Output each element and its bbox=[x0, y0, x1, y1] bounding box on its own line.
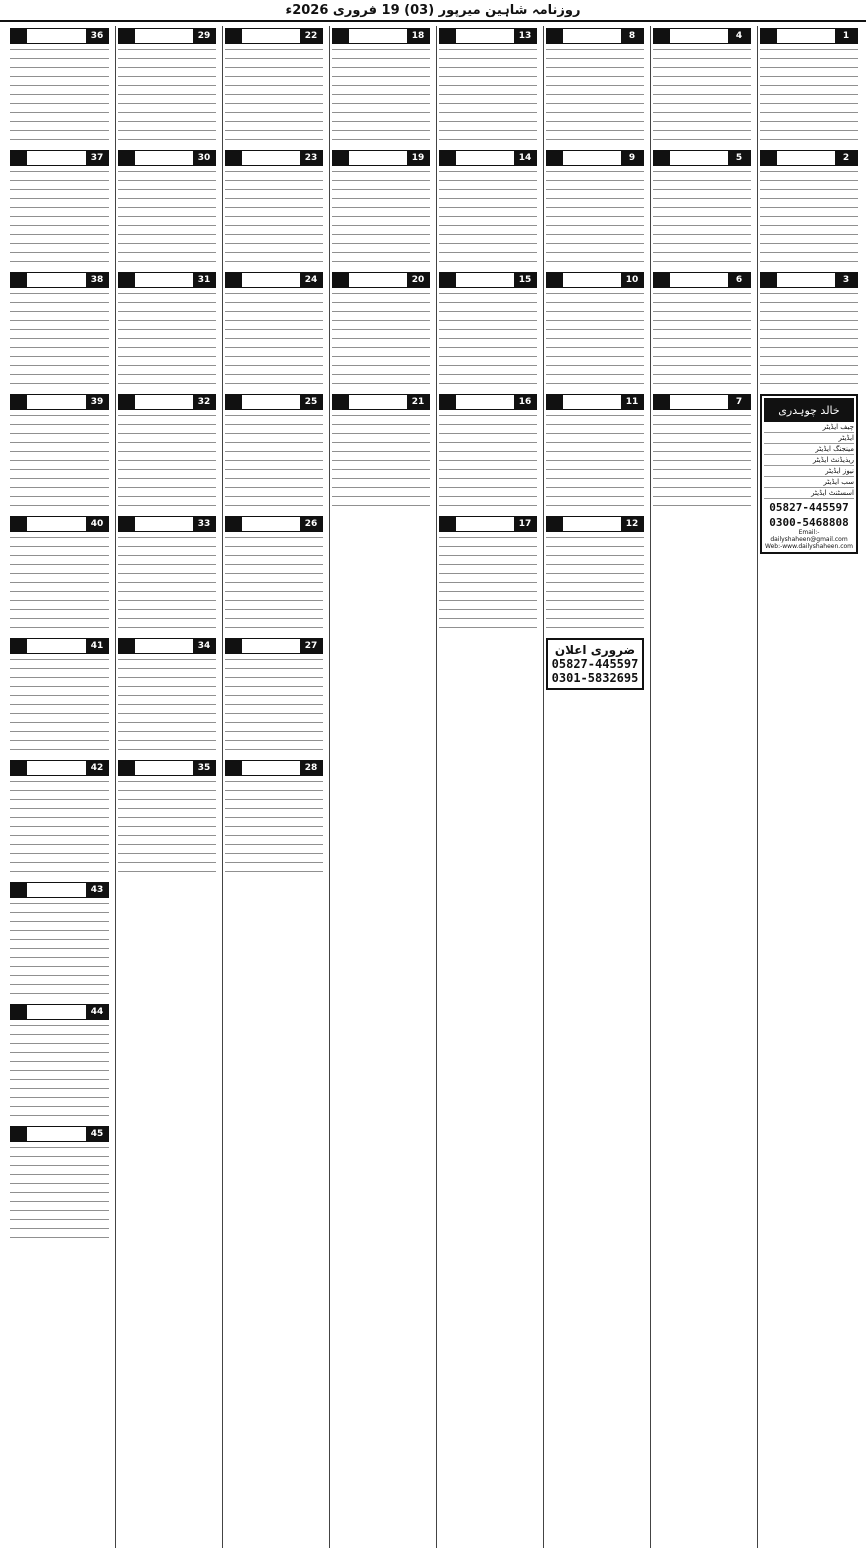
staff-phone: 0300-5468808 bbox=[769, 516, 849, 529]
item-number: 32 bbox=[193, 395, 215, 409]
item-body-text bbox=[546, 168, 644, 268]
item-body-text bbox=[118, 534, 216, 634]
item-number-bar bbox=[118, 394, 216, 410]
item-body-text bbox=[439, 412, 537, 512]
item-number-bar bbox=[760, 28, 858, 44]
item-number: 28 bbox=[300, 761, 322, 775]
item-number-bar bbox=[10, 150, 109, 166]
item-number-bar bbox=[653, 394, 751, 410]
news-item bbox=[439, 28, 537, 146]
item-marker-icon bbox=[11, 1005, 27, 1019]
item-marker-icon bbox=[11, 639, 27, 653]
item-number-bar bbox=[10, 516, 109, 532]
item-number: 19 bbox=[407, 151, 429, 165]
item-marker-icon bbox=[11, 273, 27, 287]
item-body-text bbox=[118, 290, 216, 390]
item-marker-icon bbox=[654, 395, 670, 409]
news-item bbox=[10, 28, 109, 146]
news-item bbox=[653, 394, 751, 512]
item-body-text bbox=[546, 534, 644, 634]
item-body-text bbox=[546, 412, 644, 512]
item-number: 3 bbox=[835, 273, 857, 287]
news-column bbox=[329, 26, 432, 1548]
item-marker-icon bbox=[119, 273, 135, 287]
item-body-text bbox=[546, 46, 644, 146]
item-marker-icon bbox=[11, 395, 27, 409]
item-number-bar bbox=[546, 516, 644, 532]
item-marker-icon bbox=[226, 273, 242, 287]
item-marker-icon bbox=[761, 151, 777, 165]
item-number-bar bbox=[653, 28, 751, 44]
item-marker-icon bbox=[119, 151, 135, 165]
item-marker-icon bbox=[11, 29, 27, 43]
item-number: 37 bbox=[86, 151, 108, 165]
item-number-bar bbox=[225, 760, 323, 776]
item-body-text bbox=[653, 412, 751, 512]
item-number-bar bbox=[118, 150, 216, 166]
news-item bbox=[439, 394, 537, 512]
item-number-bar bbox=[10, 1004, 109, 1020]
news-item bbox=[10, 516, 109, 634]
item-number-bar bbox=[10, 1126, 109, 1142]
news-column bbox=[8, 26, 111, 1548]
news-column bbox=[436, 26, 539, 1548]
item-number: 26 bbox=[300, 517, 322, 531]
item-number: 44 bbox=[86, 1005, 108, 1019]
staff-row: اسسٹنٹ ایڈیٹر bbox=[764, 488, 854, 499]
item-body-text bbox=[10, 290, 109, 390]
item-number: 2 bbox=[835, 151, 857, 165]
news-item bbox=[546, 28, 644, 146]
item-number-bar bbox=[546, 394, 644, 410]
item-body-text bbox=[10, 412, 109, 512]
item-number-bar bbox=[546, 150, 644, 166]
item-number: 34 bbox=[193, 639, 215, 653]
item-number-bar bbox=[10, 638, 109, 654]
item-marker-icon bbox=[11, 761, 27, 775]
item-marker-icon bbox=[226, 151, 242, 165]
item-marker-icon bbox=[11, 517, 27, 531]
news-item bbox=[332, 150, 430, 268]
item-number: 45 bbox=[86, 1127, 108, 1141]
news-item bbox=[225, 28, 323, 146]
item-body-text bbox=[760, 168, 858, 268]
staff-row: سب ایڈیٹر bbox=[764, 477, 854, 488]
masthead-title: روزنامہ شاہین میرپور (03) 19 فروری 2026ء bbox=[285, 2, 581, 18]
news-column bbox=[543, 26, 646, 1548]
news-column bbox=[222, 26, 325, 1548]
item-number-bar bbox=[439, 394, 537, 410]
item-number: 21 bbox=[407, 395, 429, 409]
item-marker-icon bbox=[547, 273, 563, 287]
item-body-text bbox=[10, 900, 109, 1000]
item-number-bar bbox=[332, 150, 430, 166]
item-marker-icon bbox=[440, 151, 456, 165]
item-marker-icon bbox=[119, 517, 135, 531]
newspaper-page bbox=[6, 26, 860, 1548]
item-number: 25 bbox=[300, 395, 322, 409]
item-body-text bbox=[332, 46, 430, 146]
item-number-bar bbox=[332, 28, 430, 44]
staff-row: ریذیڈنٹ ایڈیٹر bbox=[764, 455, 854, 466]
item-marker-icon bbox=[761, 273, 777, 287]
item-body-text bbox=[653, 46, 751, 146]
item-marker-icon bbox=[11, 883, 27, 897]
item-marker-icon bbox=[547, 395, 563, 409]
item-number-bar bbox=[439, 272, 537, 288]
item-marker-icon bbox=[333, 395, 349, 409]
item-marker-icon bbox=[654, 151, 670, 165]
news-item bbox=[653, 150, 751, 268]
item-number: 33 bbox=[193, 517, 215, 531]
news-item bbox=[118, 272, 216, 390]
item-body-text bbox=[10, 778, 109, 878]
item-number-bar bbox=[225, 394, 323, 410]
masthead bbox=[0, 0, 866, 22]
staff-row: نیوز ایڈیٹر bbox=[764, 466, 854, 477]
item-number: 17 bbox=[514, 517, 536, 531]
news-item bbox=[10, 394, 109, 512]
item-body-text bbox=[10, 534, 109, 634]
item-number-bar bbox=[439, 516, 537, 532]
news-item bbox=[10, 1004, 109, 1122]
item-number: 18 bbox=[407, 29, 429, 43]
news-item bbox=[118, 150, 216, 268]
item-marker-icon bbox=[547, 151, 563, 165]
item-number: 43 bbox=[86, 883, 108, 897]
item-number: 27 bbox=[300, 639, 322, 653]
item-body-text bbox=[546, 290, 644, 390]
staff-box bbox=[760, 394, 858, 554]
news-item bbox=[546, 516, 644, 634]
news-item bbox=[10, 638, 109, 756]
item-marker-icon bbox=[440, 395, 456, 409]
item-body-text bbox=[439, 290, 537, 390]
news-item bbox=[332, 272, 430, 390]
staff-logo: خالد چوہدری bbox=[764, 398, 854, 422]
staff-phone: 05827-445597 bbox=[769, 501, 849, 514]
item-marker-icon bbox=[440, 273, 456, 287]
news-item bbox=[10, 1126, 109, 1244]
item-number: 1 bbox=[835, 29, 857, 43]
item-marker-icon bbox=[547, 517, 563, 531]
staff-row: مینجنگ ایڈیٹر bbox=[764, 444, 854, 455]
news-item bbox=[225, 638, 323, 756]
news-item bbox=[653, 28, 751, 146]
item-marker-icon bbox=[119, 639, 135, 653]
item-number-bar bbox=[439, 28, 537, 44]
item-body-text bbox=[118, 168, 216, 268]
item-marker-icon bbox=[11, 151, 27, 165]
staff-row: ایڈیٹر bbox=[764, 433, 854, 444]
news-item bbox=[10, 882, 109, 1000]
news-item bbox=[10, 760, 109, 878]
item-body-text bbox=[225, 290, 323, 390]
item-body-text bbox=[118, 46, 216, 146]
news-item bbox=[225, 516, 323, 634]
item-body-text bbox=[332, 290, 430, 390]
item-marker-icon bbox=[226, 29, 242, 43]
item-number: 36 bbox=[86, 29, 108, 43]
news-column bbox=[115, 26, 218, 1548]
item-number-bar bbox=[653, 272, 751, 288]
item-number: 29 bbox=[193, 29, 215, 43]
news-item bbox=[225, 150, 323, 268]
news-item bbox=[760, 272, 858, 390]
notice-phone-1: 05827-445597 bbox=[551, 657, 639, 671]
item-number-bar bbox=[10, 272, 109, 288]
news-item bbox=[118, 28, 216, 146]
item-number: 8 bbox=[621, 29, 643, 43]
item-number: 38 bbox=[86, 273, 108, 287]
item-number-bar bbox=[225, 272, 323, 288]
notice-ad bbox=[546, 638, 644, 690]
item-number: 9 bbox=[621, 151, 643, 165]
item-marker-icon bbox=[119, 29, 135, 43]
item-number: 35 bbox=[193, 761, 215, 775]
item-number: 13 bbox=[514, 29, 536, 43]
item-number: 6 bbox=[728, 273, 750, 287]
item-number-bar bbox=[760, 272, 858, 288]
item-number-bar bbox=[118, 760, 216, 776]
item-body-text bbox=[225, 656, 323, 756]
item-number: 15 bbox=[514, 273, 536, 287]
item-number-bar bbox=[118, 638, 216, 654]
news-item bbox=[546, 272, 644, 390]
news-item bbox=[439, 272, 537, 390]
news-item bbox=[439, 516, 537, 634]
item-marker-icon bbox=[761, 29, 777, 43]
item-marker-icon bbox=[226, 761, 242, 775]
item-number: 14 bbox=[514, 151, 536, 165]
item-number-bar bbox=[332, 394, 430, 410]
news-item bbox=[225, 760, 323, 878]
item-body-text bbox=[10, 168, 109, 268]
item-number: 31 bbox=[193, 273, 215, 287]
item-number: 24 bbox=[300, 273, 322, 287]
item-body-text bbox=[760, 46, 858, 146]
item-number: 7 bbox=[728, 395, 750, 409]
item-marker-icon bbox=[440, 29, 456, 43]
item-marker-icon bbox=[226, 395, 242, 409]
item-number: 10 bbox=[621, 273, 643, 287]
item-number-bar bbox=[653, 150, 751, 166]
item-number-bar bbox=[10, 882, 109, 898]
news-item bbox=[546, 150, 644, 268]
item-body-text bbox=[118, 656, 216, 756]
notice-title: ضروری اعلان bbox=[554, 643, 636, 657]
news-item bbox=[653, 272, 751, 390]
news-item bbox=[10, 150, 109, 268]
item-body-text bbox=[10, 1022, 109, 1122]
item-number-bar bbox=[439, 150, 537, 166]
item-body-text bbox=[225, 412, 323, 512]
item-marker-icon bbox=[654, 273, 670, 287]
item-marker-icon bbox=[226, 517, 242, 531]
news-item bbox=[118, 760, 216, 878]
news-item bbox=[225, 394, 323, 512]
news-item bbox=[225, 272, 323, 390]
item-number-bar bbox=[760, 150, 858, 166]
item-body-text bbox=[653, 290, 751, 390]
item-body-text bbox=[10, 46, 109, 146]
item-body-text bbox=[118, 412, 216, 512]
item-number: 30 bbox=[193, 151, 215, 165]
item-number: 41 bbox=[86, 639, 108, 653]
item-number: 23 bbox=[300, 151, 322, 165]
item-number: 22 bbox=[300, 29, 322, 43]
item-number: 5 bbox=[728, 151, 750, 165]
item-body-text bbox=[439, 46, 537, 146]
news-item bbox=[760, 28, 858, 146]
news-item bbox=[332, 394, 430, 512]
item-body-text bbox=[439, 168, 537, 268]
item-marker-icon bbox=[119, 761, 135, 775]
item-number-bar bbox=[546, 28, 644, 44]
item-body-text bbox=[225, 534, 323, 634]
item-number: 11 bbox=[621, 395, 643, 409]
item-body-text bbox=[653, 168, 751, 268]
news-column bbox=[650, 26, 753, 1548]
news-item bbox=[118, 394, 216, 512]
item-number: 40 bbox=[86, 517, 108, 531]
news-item bbox=[439, 150, 537, 268]
item-marker-icon bbox=[226, 639, 242, 653]
item-number-bar bbox=[10, 760, 109, 776]
item-body-text bbox=[225, 168, 323, 268]
item-number-bar bbox=[546, 272, 644, 288]
item-marker-icon bbox=[333, 29, 349, 43]
item-number: 16 bbox=[514, 395, 536, 409]
item-marker-icon bbox=[547, 29, 563, 43]
item-number-bar bbox=[332, 272, 430, 288]
item-number-bar bbox=[225, 516, 323, 532]
item-marker-icon bbox=[333, 151, 349, 165]
item-number: 39 bbox=[86, 395, 108, 409]
item-body-text bbox=[332, 168, 430, 268]
item-number-bar bbox=[225, 638, 323, 654]
item-number: 4 bbox=[728, 29, 750, 43]
item-marker-icon bbox=[119, 395, 135, 409]
news-item bbox=[118, 638, 216, 756]
staff-email: Email:-dailyshaheen@gmail.com bbox=[770, 529, 848, 543]
item-number-bar bbox=[118, 28, 216, 44]
item-number: 20 bbox=[407, 273, 429, 287]
item-body-text bbox=[118, 778, 216, 878]
item-marker-icon bbox=[333, 273, 349, 287]
item-body-text bbox=[760, 290, 858, 390]
item-body-text bbox=[225, 778, 323, 878]
item-body-text bbox=[10, 656, 109, 756]
notice-phone-2: 0301-5832695 bbox=[551, 671, 639, 685]
item-number-bar bbox=[225, 150, 323, 166]
item-body-text bbox=[10, 1144, 109, 1244]
item-body-text bbox=[332, 412, 430, 512]
item-number-bar bbox=[118, 516, 216, 532]
news-column bbox=[757, 26, 860, 1548]
item-marker-icon bbox=[11, 1127, 27, 1141]
staff-row: چیف ایڈیٹر bbox=[764, 422, 854, 433]
item-number: 42 bbox=[86, 761, 108, 775]
news-item bbox=[332, 28, 430, 146]
item-body-text bbox=[225, 46, 323, 146]
item-number-bar bbox=[118, 272, 216, 288]
news-item bbox=[118, 516, 216, 634]
item-number: 12 bbox=[621, 517, 643, 531]
item-number-bar bbox=[225, 28, 323, 44]
news-item bbox=[760, 150, 858, 268]
item-marker-icon bbox=[654, 29, 670, 43]
news-item bbox=[10, 272, 109, 390]
item-body-text bbox=[439, 534, 537, 634]
item-marker-icon bbox=[440, 517, 456, 531]
staff-web: Web:-www.dailyshaheen.com bbox=[764, 543, 854, 550]
news-item bbox=[546, 394, 644, 512]
item-number-bar bbox=[10, 28, 109, 44]
item-number-bar bbox=[10, 394, 109, 410]
